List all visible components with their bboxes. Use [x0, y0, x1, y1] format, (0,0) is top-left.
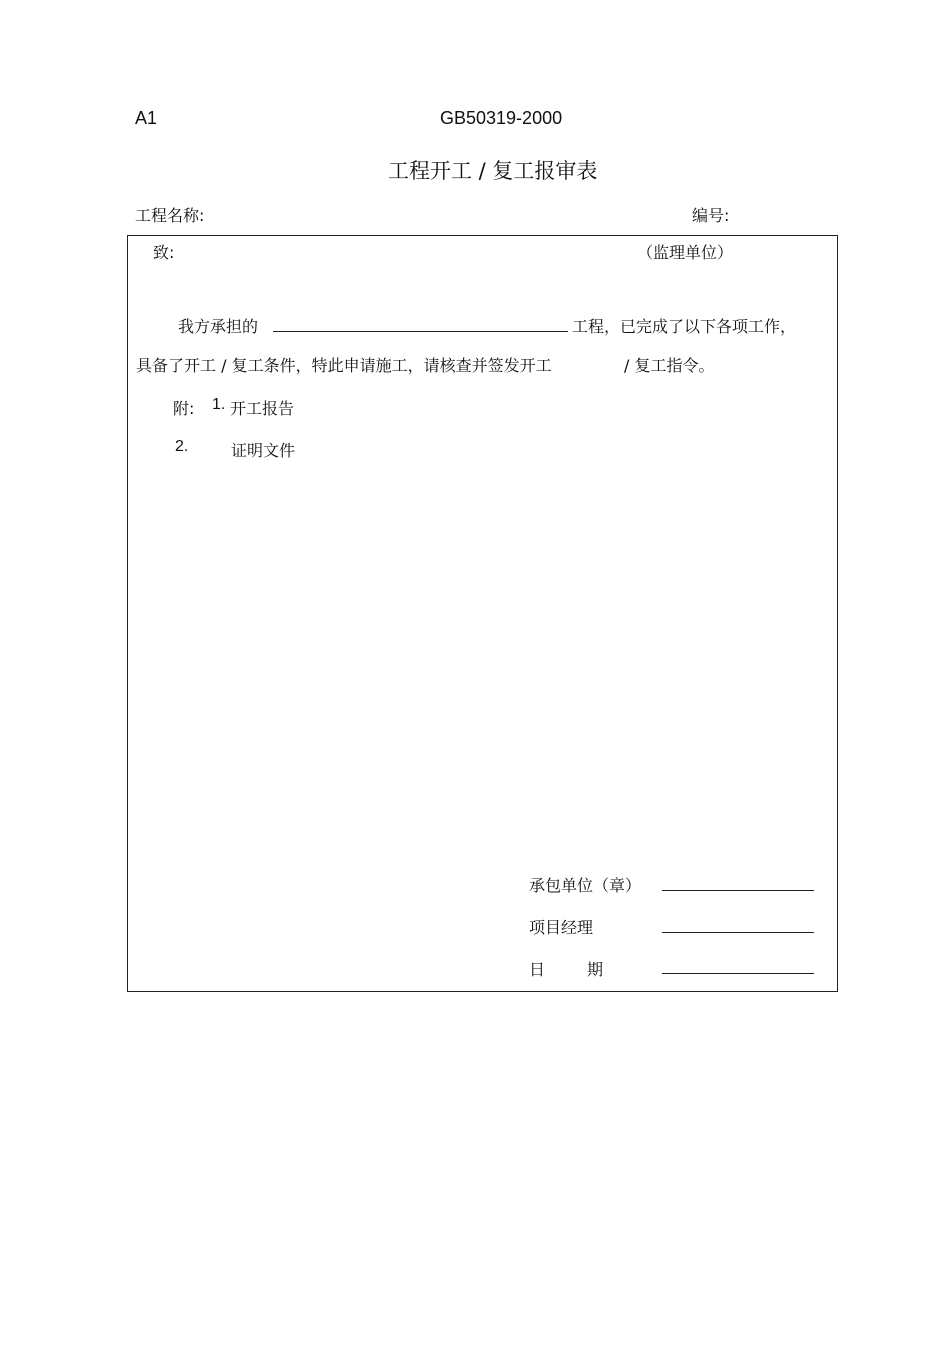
date-blank[interactable]	[662, 973, 814, 974]
project-manager-blank[interactable]	[662, 932, 814, 933]
date-label-part2: 期	[587, 960, 604, 979]
attach-1-text: 开工报告	[230, 399, 295, 418]
form-code: A1	[135, 108, 158, 128]
attach-2-number: 2.	[175, 438, 189, 455]
body-line-2b: / 复工指令。	[624, 356, 715, 375]
form-box	[127, 235, 838, 992]
attach-1-number: 1.	[212, 396, 226, 413]
contractor-seal-label: 承包单位（章）	[529, 876, 642, 895]
project-manager-label: 项目经理	[529, 918, 594, 937]
project-name-label: 工程名称:	[135, 206, 205, 225]
project-blank-line[interactable]	[273, 331, 568, 332]
page-title: 工程开工 / 复工报审表	[388, 159, 598, 183]
body-text-end: 工程，已完成了以下各项工作，	[572, 317, 797, 336]
standard-number: GB50319-2000	[440, 108, 563, 128]
body-line-2a: 具备了开工 / 复工条件，特此申请施工，请核查并签发开工	[136, 356, 552, 375]
number-label: 编号:	[692, 206, 730, 225]
to-label: 致:	[153, 243, 175, 262]
date-label-part1: 日	[529, 960, 546, 979]
supervisor-label: （监理单位）	[637, 243, 734, 262]
contractor-seal-blank[interactable]	[662, 890, 814, 891]
attach-label: 附:	[173, 399, 195, 418]
body-text-start: 我方承担的	[178, 317, 259, 336]
attach-2-text: 证明文件	[231, 441, 296, 460]
